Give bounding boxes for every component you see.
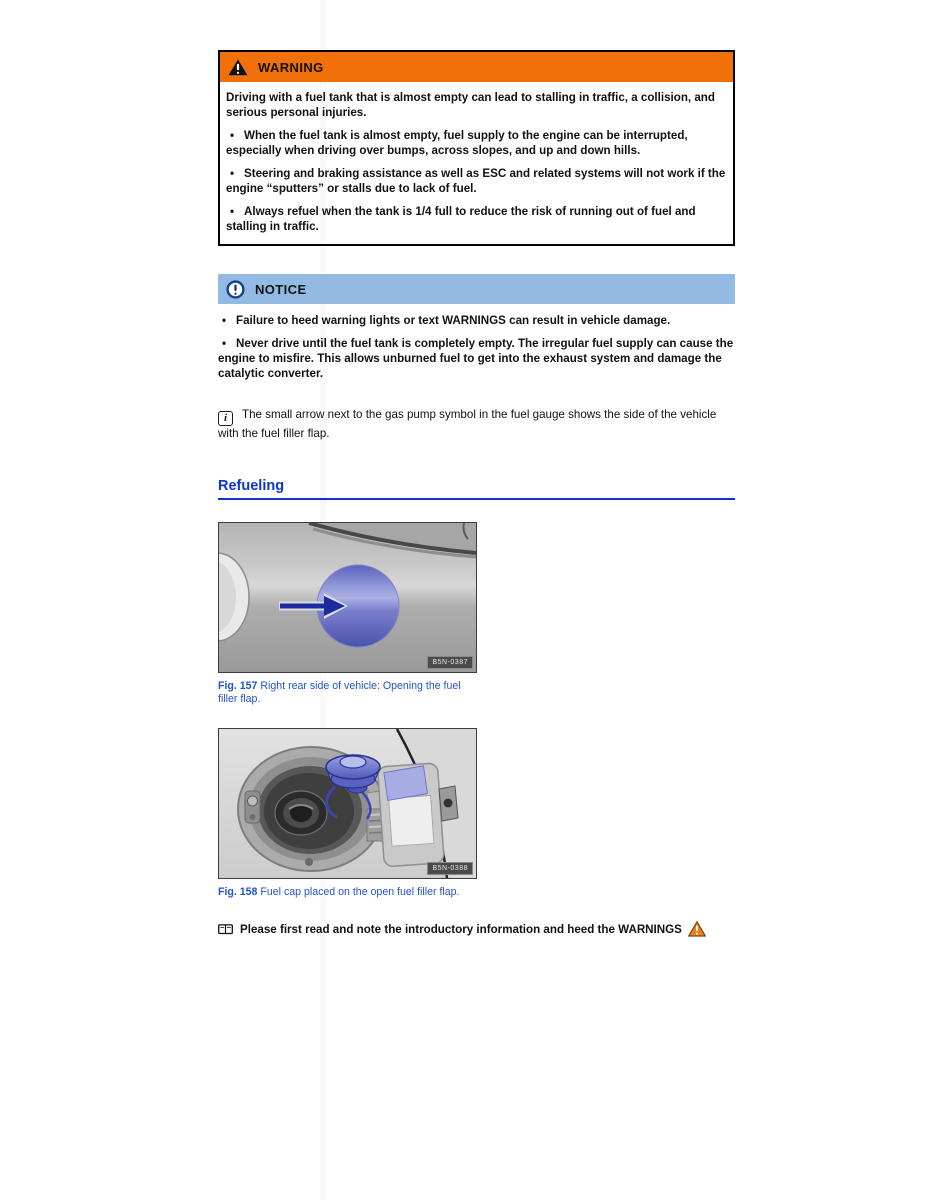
footer-note (218, 921, 735, 937)
warning-body (220, 82, 733, 244)
info-icon: i (218, 411, 233, 426)
warning-triangle-icon (228, 59, 248, 76)
info-note (218, 407, 735, 441)
bullet-glyph: • (230, 167, 235, 180)
figure-158 (218, 728, 477, 899)
notice-bullet-text: Never drive until the fuel tank is completely empty. The irregular fuel supply can cause the engine to misfire. This allows unburned fuel to get into the exhaust system and damage the catalytic converter. (218, 337, 734, 380)
bullet-glyph: • (230, 129, 235, 142)
figure-158-caption (218, 886, 477, 899)
open-book-icon (218, 924, 233, 935)
warning-bullet (226, 128, 727, 158)
warning-header (220, 52, 733, 82)
warning-bullet-text: When the fuel tank is almost empty, fuel supply to the engine can be interrupted, especially when driving over bumps, across slopes, and up and down hills. (226, 129, 688, 157)
notice-body (218, 304, 735, 381)
warning-title: WARNING (258, 59, 324, 75)
bullet-glyph: • (222, 314, 227, 327)
figure-157-caption-text: Right rear side of vehicle: Opening the fuel filler flap. (218, 680, 461, 705)
warning-bullet-text: Steering and braking assistance as well as ESC and related systems will not work if the engine “sputters” or stalls due to lack of fuel. (226, 167, 726, 195)
figure-158-code: B5N-0388 (427, 862, 473, 875)
warning-reference-triangle-icon (688, 921, 706, 937)
figure-157 (218, 522, 477, 706)
warning-bullet (226, 166, 727, 196)
notice-circle-exclamation-icon (226, 280, 245, 299)
section-heading-refueling: Refueling (218, 478, 735, 500)
manual-page-content (218, 0, 735, 949)
figure-158-image (218, 728, 477, 879)
info-note-text: The small arrow next to the gas pump symbol in the fuel gauge shows the side of the vehicle with the fuel filler flap. (218, 408, 717, 440)
warning-bullet-text: Always refuel when the tank is 1/4 full to reduce the risk of running out of fuel and stalling in traffic. (226, 205, 696, 233)
footer-note-text: Please first read and note the introductory information and heed the WARNINGS (240, 922, 682, 936)
figure-157-label: Fig. 157 (218, 680, 258, 692)
notice-box (218, 274, 735, 381)
notice-title: NOTICE (255, 281, 307, 297)
car-rear-side-illustration (219, 523, 476, 672)
notice-bullet (218, 313, 735, 328)
bullet-glyph: • (230, 205, 235, 218)
figure-157-code: B5N-0387 (427, 656, 473, 669)
notice-header (218, 274, 735, 304)
notice-bullet (218, 336, 735, 381)
warning-bullet (226, 204, 727, 234)
figure-158-caption-text: Fuel cap placed on the open fuel filler flap. (260, 886, 460, 898)
notice-bullet-text: Failure to heed warning lights or text WARNINGS can result in vehicle damage. (236, 314, 671, 327)
warning-box (218, 50, 735, 246)
figure-157-caption (218, 680, 477, 706)
bullet-glyph: • (222, 337, 227, 350)
figure-158-label: Fig. 158 (218, 886, 258, 898)
fuel-cap-illustration (219, 729, 476, 878)
figure-157-image (218, 522, 477, 673)
warning-intro: Driving with a fuel tank that is almost empty can lead to stalling in traffic, a collision, and serious personal injuries. (226, 91, 715, 119)
